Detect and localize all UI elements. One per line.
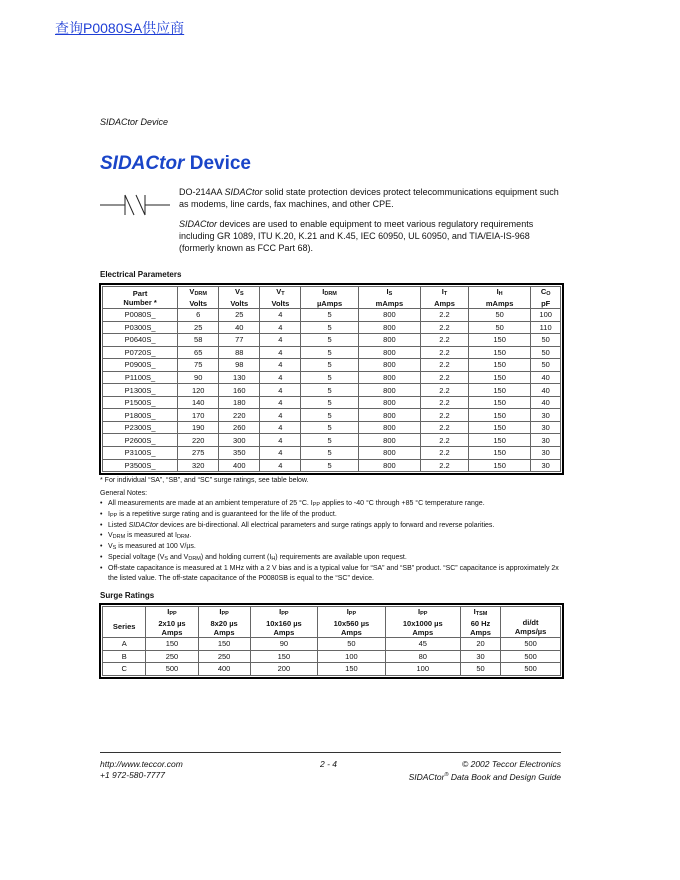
table-cell: 77 — [219, 334, 260, 347]
column-unit: Series — [112, 622, 136, 631]
footer-url[interactable]: http://www.teccor.com — [100, 759, 183, 769]
table-cell: 800 — [358, 459, 420, 472]
column-header-line1 — [359, 287, 420, 299]
column-symbol: I — [473, 607, 476, 616]
column-header — [146, 607, 198, 638]
table-cell: 2.2 — [421, 434, 469, 447]
column-symbol-sub: DRM — [324, 291, 337, 297]
footer-copyright: © 2002 Teccor Electronics — [461, 759, 561, 769]
column-unit: Amps — [340, 628, 362, 637]
column-header-line1 — [251, 607, 318, 619]
electrical-footnote: * For individual “SA”, “SB”, and “SC” surge ratings, see table below. — [100, 477, 309, 484]
column-header-line1 — [318, 607, 385, 619]
footer-left — [100, 759, 183, 781]
table-cell: 800 — [358, 421, 420, 434]
column-header-line2: 10x560 µs — [333, 619, 370, 628]
column-symbol-sub: PP — [348, 611, 357, 617]
table-cell: 2.2 — [421, 421, 469, 434]
table-cell: 98 — [219, 359, 260, 372]
table-cell: 5 — [301, 447, 358, 460]
table-cell: 500 — [146, 663, 198, 676]
column-unit: Amps — [161, 628, 183, 637]
column-header — [301, 287, 358, 309]
table-cell: 40 — [219, 321, 260, 334]
table-cell: 150 — [468, 371, 530, 384]
column-unit: Volts — [271, 299, 290, 308]
table-cell: 75 — [178, 359, 219, 372]
column-header-line2: di/dt — [522, 617, 539, 627]
footer-book-title — [409, 770, 561, 783]
table-cell: 2.2 — [421, 409, 469, 422]
table-cell: 150 — [468, 396, 530, 409]
table-cell: 50 — [468, 321, 530, 334]
book-rest: Data Book and Design Guide — [448, 771, 561, 782]
column-symbol-sub: PP — [169, 611, 177, 617]
intro-paragraph-1 — [179, 186, 564, 210]
table-cell: 5 — [301, 346, 358, 359]
table-cell: P1300S_ — [103, 384, 178, 397]
column-header — [178, 287, 219, 309]
table-cell: 4 — [260, 334, 301, 347]
table-cell: 30 — [531, 409, 561, 422]
table-row — [103, 396, 561, 409]
table-cell: P0300S_ — [103, 321, 178, 334]
column-header — [468, 287, 530, 309]
table-cell: 800 — [358, 447, 420, 460]
intro1-pre: DO-214AA — [179, 187, 225, 197]
table-cell: 180 — [219, 396, 260, 409]
table-cell: 800 — [358, 321, 420, 334]
table-cell: 800 — [358, 359, 420, 372]
table-cell: 2.2 — [421, 309, 469, 322]
table-cell: 4 — [260, 371, 301, 384]
table-cell: 400 — [198, 663, 250, 676]
column-unit: Amps — [412, 628, 434, 637]
table-cell: 30 — [531, 447, 561, 460]
table-row — [103, 421, 561, 434]
table-cell: 220 — [178, 434, 219, 447]
table-cell: 150 — [468, 421, 530, 434]
column-symbol-sub: TSM — [475, 611, 488, 617]
table-cell: 5 — [301, 384, 358, 397]
column-header-line1 — [178, 287, 218, 299]
table-cell: 150 — [318, 663, 386, 676]
table-cell: 150 — [468, 384, 530, 397]
column-symbol: I — [167, 607, 170, 616]
table-cell: 4 — [260, 434, 301, 447]
column-header-line1 — [260, 287, 300, 299]
table-cell: 110 — [531, 321, 561, 334]
table-cell: 50 — [318, 638, 386, 651]
column-symbol: C — [540, 287, 547, 296]
table-cell: 4 — [260, 321, 301, 334]
table-cell: 58 — [178, 334, 219, 347]
column-header — [219, 287, 260, 309]
table-cell: 400 — [219, 459, 260, 472]
table-cell: 100 — [385, 663, 460, 676]
table-cell: 800 — [358, 396, 420, 409]
table-row — [103, 371, 561, 384]
column-unit: pF — [541, 299, 551, 308]
column-symbol-sub: H — [498, 291, 503, 297]
table-cell: 30 — [460, 650, 500, 663]
column-header-line2: 8x20 µs — [210, 619, 238, 628]
table-cell: 5 — [301, 459, 358, 472]
table-cell: 130 — [219, 371, 260, 384]
note-1: • All measurements are made at an ambient temperature of 25 °C. $I_{PP}$ applies to -40 °C through +85 °C temperature range. — [100, 499, 560, 510]
note-7: • Off-state capacitance is measured at 1 MHz with a 2 V bias and is a typical value for “SA” and “SB” product. “SC” capacitance is approximately 2x the listed value. The off-state capacitance of the P0080SB is equal to the “SC” device. — [100, 564, 560, 584]
column-header-line1 — [531, 287, 560, 299]
table-cell: 170 — [178, 409, 219, 422]
note-4: • $V_{DRM}$ is measured at $I_{DRM}$. — [100, 531, 560, 542]
column-header — [103, 607, 146, 638]
intro1-em: SIDACtor — [224, 187, 263, 197]
table-cell: 88 — [219, 346, 260, 359]
table-cell: 2.2 — [421, 359, 469, 372]
title-brand: SIDACtor — [100, 153, 185, 174]
intro1-post: solid state protection devices protect telecommunications equipment such as modems, line cards, fax machines, and other CPE. — [179, 187, 559, 209]
table-row — [103, 663, 561, 676]
table-cell: 4 — [260, 459, 301, 472]
column-header — [260, 287, 301, 309]
intro-paragraph-2 — [179, 218, 564, 254]
note-6: • Special voltage ($V_S$ and $V_{DRM}$) and holding current $(I_H)$ requirements are available upon request. — [100, 553, 560, 564]
table-cell: 4 — [260, 359, 301, 372]
table-cell: 500 — [501, 663, 561, 676]
column-header-line1 — [219, 287, 259, 299]
table-cell: 150 — [468, 334, 530, 347]
table-cell: 800 — [358, 371, 420, 384]
table-cell: P3500S_ — [103, 459, 178, 472]
note3-em: SIDACtor — [128, 522, 159, 529]
table-cell: 150 — [468, 447, 530, 460]
table-cell: 50 — [468, 309, 530, 322]
table-row — [103, 359, 561, 372]
table-cell: 190 — [178, 421, 219, 434]
table-cell: 90 — [250, 638, 318, 651]
column-unit: Amps — [470, 628, 491, 637]
table-cell: 2.2 — [421, 459, 469, 472]
title-rest: Device — [184, 153, 251, 174]
table-cell: 800 — [358, 384, 420, 397]
table-cell: C — [103, 663, 146, 676]
table-cell: 25 — [219, 309, 260, 322]
table-cell: 2.2 — [421, 384, 469, 397]
table-cell: 500 — [501, 638, 561, 651]
table-row — [103, 638, 561, 651]
table-cell: 150 — [198, 638, 250, 651]
column-header-line2: 10x1000 µs — [402, 619, 443, 628]
column-unit: Amps/µs — [514, 626, 547, 636]
table-cell: 5 — [301, 371, 358, 384]
table-cell: 5 — [301, 359, 358, 372]
footer-rule — [100, 752, 561, 753]
column-header-line1 — [146, 607, 197, 619]
table-cell: 30 — [531, 421, 561, 434]
table-cell: 4 — [260, 421, 301, 434]
table-cell: 800 — [358, 309, 420, 322]
column-symbol: V — [234, 287, 240, 296]
column-symbol-sub: S — [239, 291, 244, 297]
table-cell: 150 — [468, 359, 530, 372]
table-cell: 40 — [531, 384, 561, 397]
table-cell: 275 — [178, 447, 219, 460]
table-cell: 4 — [260, 384, 301, 397]
electrical-parameters-heading: Electrical Parameters — [100, 270, 182, 279]
table-cell: 2.2 — [421, 321, 469, 334]
surge-ratings-table-frame — [99, 603, 564, 679]
surge-ratings-table — [102, 606, 561, 676]
column-header-line2: 10x160 µs — [266, 619, 302, 628]
table-cell: 250 — [198, 650, 250, 663]
table-header-row — [103, 287, 561, 309]
column-symbol-sub: S — [388, 291, 393, 297]
table-cell: 2.2 — [421, 334, 469, 347]
table-cell: P0720S_ — [103, 346, 178, 359]
table-cell: 4 — [260, 346, 301, 359]
footer-phone: +1 972-580-7777 — [100, 770, 165, 780]
table-cell: 50 — [531, 334, 561, 347]
table-cell: B — [103, 650, 146, 663]
column-header — [250, 607, 318, 638]
table-row — [103, 409, 561, 422]
table-cell: 5 — [301, 309, 358, 322]
table-row — [103, 321, 561, 334]
table-cell: P2300S_ — [103, 421, 178, 434]
table-cell: 120 — [178, 384, 219, 397]
table-cell: P0640S_ — [103, 334, 178, 347]
column-header — [501, 607, 561, 638]
note3-pre: Listed — [108, 522, 129, 529]
column-header — [198, 607, 250, 638]
column-symbol-sub: DRM — [194, 291, 207, 297]
column-header-line1 — [103, 613, 145, 622]
column-header-line1 — [386, 607, 460, 619]
table-cell: 30 — [531, 434, 561, 447]
table-cell: 150 — [146, 638, 198, 651]
table-cell: 140 — [178, 396, 219, 409]
table-cell: 260 — [219, 421, 260, 434]
table-cell: 5 — [301, 334, 358, 347]
column-symbol-sub: T — [443, 291, 448, 297]
column-header-line1 — [199, 607, 250, 619]
column-header — [385, 607, 460, 638]
column-unit: Amps — [213, 628, 235, 637]
table-cell: 2.2 — [421, 447, 469, 460]
column-symbol-sub: O — [546, 291, 551, 297]
table-cell: 4 — [260, 309, 301, 322]
table-cell: 150 — [468, 346, 530, 359]
table-cell: 150 — [250, 650, 318, 663]
table-cell: 350 — [219, 447, 260, 460]
table-cell: P1500S_ — [103, 396, 178, 409]
column-unit: mAmps — [485, 299, 514, 308]
column-header-line2: 2x10 µs — [158, 619, 186, 628]
column-header — [318, 607, 386, 638]
column-unit: Number * — [123, 297, 157, 307]
book-reg-mark: ® — [444, 772, 449, 778]
table-cell: 800 — [358, 346, 420, 359]
table-cell: 200 — [250, 663, 318, 676]
table-cell: 45 — [385, 638, 460, 651]
column-symbol-sub: PP — [221, 611, 229, 617]
column-header-line1 — [103, 289, 177, 298]
table-cell: P3100S_ — [103, 447, 178, 460]
notes-list — [100, 499, 560, 584]
column-symbol-sub: PP — [420, 611, 428, 617]
electrical-parameters-table-frame — [99, 283, 564, 475]
table-row — [103, 434, 561, 447]
table-cell: 50 — [460, 663, 500, 676]
table-cell: 5 — [301, 409, 358, 422]
column-symbol-sub: PP — [281, 611, 289, 617]
column-unit: Amps — [434, 299, 455, 308]
column-symbol: I — [219, 607, 222, 616]
running-head: SIDACtor Device — [100, 117, 169, 127]
table-cell: P1100S_ — [103, 371, 178, 384]
column-symbol: I — [496, 287, 499, 296]
table-row — [103, 384, 561, 397]
column-header-line2: 60 Hz — [470, 619, 491, 628]
column-header — [531, 287, 561, 309]
table-cell: P2600S_ — [103, 434, 178, 447]
column-header-line1 — [301, 287, 357, 299]
page-title — [100, 153, 251, 175]
column-symbol: I — [279, 607, 282, 616]
column-symbol: V — [189, 287, 195, 296]
table-cell: 800 — [358, 334, 420, 347]
table-cell: 2.2 — [421, 396, 469, 409]
note-5: • $V_S$ is measured at 100 V/µs. — [100, 542, 560, 553]
column-header — [460, 607, 500, 638]
table-cell: 90 — [178, 371, 219, 384]
column-symbol: I — [441, 287, 444, 296]
table-cell: P0080S_ — [103, 309, 178, 322]
book-brand: SIDACtor — [408, 771, 445, 782]
table-cell: 800 — [358, 434, 420, 447]
table-row — [103, 459, 561, 472]
table-cell: 100 — [531, 309, 561, 322]
table-cell: 500 — [501, 650, 561, 663]
column-header-line1 — [461, 607, 500, 619]
intro2-em: SIDACtor — [179, 219, 218, 229]
table-cell: 220 — [219, 409, 260, 422]
table-row — [103, 447, 561, 460]
table-cell: 4 — [260, 396, 301, 409]
table-cell: 50 — [531, 346, 561, 359]
column-symbol: I — [346, 607, 349, 616]
table-row — [103, 346, 561, 359]
table-row — [103, 650, 561, 663]
table-cell: 5 — [301, 396, 358, 409]
notes-heading: General Notes: — [100, 490, 148, 497]
table-cell: 150 — [468, 434, 530, 447]
column-unit: Amps — [273, 628, 295, 637]
table-cell: P0900S_ — [103, 359, 178, 372]
table-cell: 5 — [301, 434, 358, 447]
table-cell: 800 — [358, 409, 420, 422]
column-unit: mAmps — [375, 299, 404, 308]
table-cell: A — [103, 638, 146, 651]
column-unit: Volts — [230, 299, 249, 308]
column-header — [103, 287, 178, 309]
table-cell: 150 — [468, 459, 530, 472]
table-cell: 250 — [146, 650, 198, 663]
table-cell: 50 — [531, 359, 561, 372]
note3-post: devices are bi-directional. All electrical parameters and surge ratings apply to forward and reverse polarities. — [158, 522, 495, 529]
column-symbol: V — [276, 287, 282, 296]
table-cell: 320 — [178, 459, 219, 472]
column-header-line1 — [421, 287, 468, 299]
table-cell: 20 — [460, 638, 500, 651]
table-header-row — [103, 607, 561, 638]
page-number: 2 - 4 — [320, 759, 338, 769]
column-header-line1 — [469, 287, 530, 299]
table-cell: 5 — [301, 321, 358, 334]
table-row — [103, 334, 561, 347]
table-cell: 2.2 — [421, 346, 469, 359]
general-notes — [100, 489, 560, 584]
column-symbol: I — [386, 287, 389, 296]
supplier-query-link[interactable]: 查询P0080SA供应商 — [55, 20, 185, 36]
electrical-parameters-table — [102, 286, 561, 472]
table-cell: 6 — [178, 309, 219, 322]
column-header-text: Part — [132, 288, 148, 298]
table-cell: 40 — [531, 396, 561, 409]
column-header — [358, 287, 420, 309]
note-2: • $I_{PP}$ is a repetitive surge rating and is guaranteed for the life of the product. — [100, 510, 560, 521]
column-symbol: I — [322, 287, 325, 296]
table-cell: 25 — [178, 321, 219, 334]
note-3 — [100, 521, 560, 531]
surge-ratings-heading: Surge Ratings — [100, 591, 155, 600]
table-cell: 100 — [318, 650, 386, 663]
table-cell: 150 — [468, 409, 530, 422]
table-row — [103, 309, 561, 322]
table-cell: 300 — [219, 434, 260, 447]
table-cell: P1800S_ — [103, 409, 178, 422]
table-cell: 4 — [260, 447, 301, 460]
column-symbol: I — [418, 607, 421, 616]
table-cell: 2.2 — [421, 371, 469, 384]
table-cell: 160 — [219, 384, 260, 397]
footer-right — [409, 759, 561, 783]
table-cell: 5 — [301, 421, 358, 434]
table-cell: 65 — [178, 346, 219, 359]
column-unit: Volts — [189, 299, 208, 308]
table-cell: 80 — [385, 650, 460, 663]
table-cell: 4 — [260, 409, 301, 422]
column-header-line1 — [501, 609, 560, 618]
sidactor-symbol-icon — [100, 190, 170, 220]
intro2-post: devices are used to enable equipment to meet various regulatory requirements including GR 1089, ITU K.20, K.21 and K.45, IEC 60950, UL 60950, and TIA/EIA-IS-968 (formerly known as FCC Part 68). — [179, 219, 534, 253]
column-header — [421, 287, 469, 309]
column-symbol-sub: T — [281, 291, 285, 297]
table-cell: 30 — [531, 459, 561, 472]
column-unit: µAmps — [316, 299, 343, 308]
table-cell: 40 — [531, 371, 561, 384]
